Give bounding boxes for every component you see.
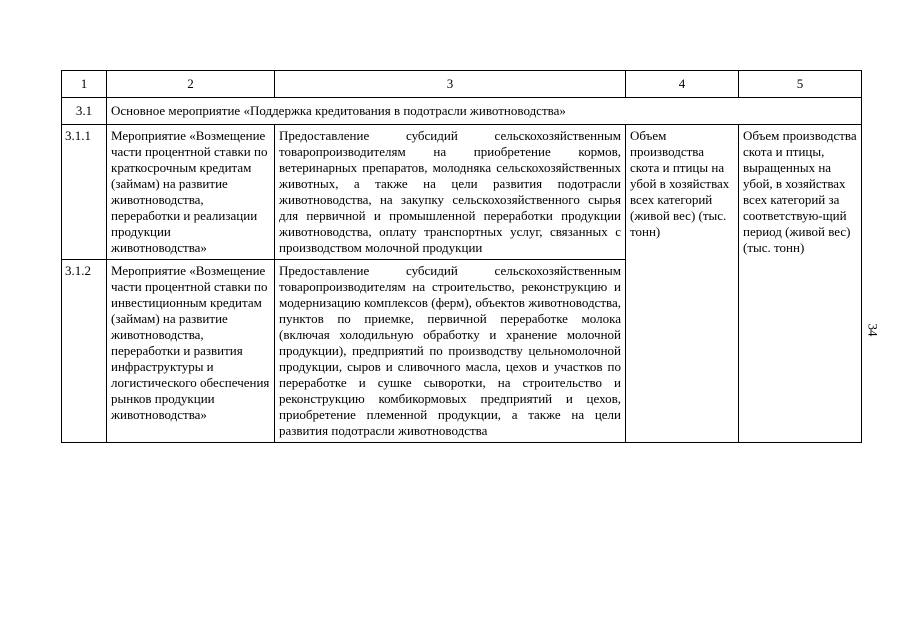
header-cell-5: 5	[739, 71, 862, 98]
description-cell: Предоставление субсидий сельскохозяйственным товаропроизводителям на строительство, реконструкцию и модернизацию комплексов (ферм), объектов животноводства, пунктов по приемке, первичной переработке молока (включая холодильную обработку и хранение молочной продукции), предприятий по производству цельномолочной продукции, сыров и сливочного масла, цехов и участков по переработке и сушке сыворотки, на строительство и реконструкцию комбикормовых предприятий и цехов, приобретение племенной продукции, а также на цели развития подотрасли животноводства	[275, 260, 626, 443]
result-cell: Объем производства скота и птицы, выращенных на убой, в хозяйствах всех категорий за соответствую-щий период (живой вес) (тыс. тонн)	[739, 125, 862, 443]
header-cell-3: 3	[275, 71, 626, 98]
row-number: 3.1.1	[62, 125, 107, 260]
page-number: 34	[865, 323, 881, 337]
measure-cell: Мероприятие «Возмещение части процентной ставки по краткосрочным кредитам (займам) на развитие животноводства, переработки и реализации продукции животноводства»	[107, 125, 275, 260]
header-row	[62, 71, 862, 98]
header-cell-2: 2	[107, 71, 275, 98]
section-row	[62, 98, 862, 125]
section-number: 3.1	[62, 98, 107, 125]
row-number: 3.1.2	[62, 260, 107, 443]
measure-cell: Мероприятие «Возмещение части процентной ставки по инвестиционным кредитам (займам) на развитие животноводства, переработки и развития инфраструктуры и логистического обеспечения рынков продукции животноводства»	[107, 260, 275, 443]
header-cell-4: 4	[626, 71, 739, 98]
table-row	[62, 125, 862, 260]
indicator-cell: Объем производства скота и птицы на убой в хозяйствах всех категорий (живой вес) (тыс. тонн)	[626, 125, 739, 443]
header-cell-1: 1	[62, 71, 107, 98]
section-title: Основное мероприятие «Поддержка кредитования в подотрасли животноводства»	[107, 98, 862, 125]
program-table	[61, 70, 862, 443]
description-cell: Предоставление субсидий сельскохозяйственным товаропроизводителям на приобретение кормов, ветеринарных препаратов, молодняка сельскохозяйственных животных, а также на цели развития подотрасли животноводства, на закупку сельскохозяйственного сырья для первичной и промышленной переработки продукции животноводства, оплату транспортных услуг, связанных с производством молочной продукции	[275, 125, 626, 260]
